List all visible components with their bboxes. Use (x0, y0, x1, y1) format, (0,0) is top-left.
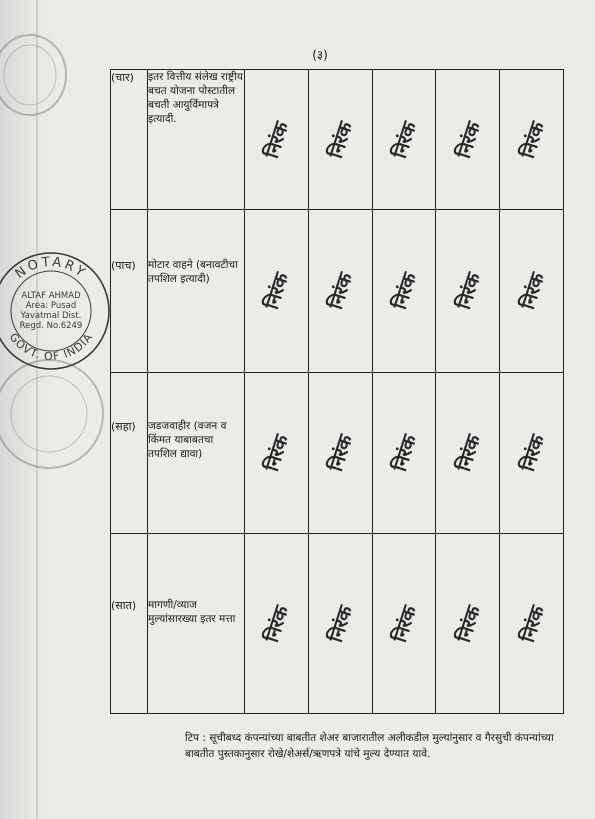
seal-district: Yavatmal Dist. (20, 311, 82, 321)
nil-cell (308, 534, 372, 714)
faded-lower-seal (0, 355, 108, 473)
row-description: जडजवाहीर (वजन व किंमत याबाबतचा तपशिल द्यावा) (148, 420, 227, 460)
nil-cell (245, 70, 309, 210)
nil-cell (500, 534, 564, 714)
nil-stamp: निरंक (325, 603, 358, 645)
row-description: मागणी/व्याज मुल्यांसारख्या इतर मत्ता (148, 599, 236, 625)
nil-stamp: निरंक (516, 603, 549, 645)
assets-table (110, 69, 564, 714)
nil-cell (436, 534, 500, 714)
row-description: मोटार वाहने (बनावटीचा तपशिल इत्यादी) (148, 259, 238, 285)
table-row (111, 70, 564, 210)
nil-stamp: निरंक (516, 270, 549, 312)
nil-stamp: निरंक (452, 432, 485, 474)
row-number-cell (111, 210, 148, 373)
nil-stamp: निरंक (325, 119, 358, 161)
faded-top-seal (0, 20, 80, 120)
nil-stamp: निरंक (261, 603, 294, 645)
nil-stamp: निरंक (452, 270, 485, 312)
nil-cell (436, 373, 500, 534)
row-number: (पाच) (111, 259, 136, 272)
nil-stamp: निरंक (261, 270, 294, 312)
row-number: (चार) (111, 71, 134, 84)
row-description: इतर वित्तीय संलेख राष्ट्रीय बचत योजना पोस्टातील बचती आयुर्विमापत्रे इत्यादी. (148, 71, 243, 125)
nil-cell (372, 534, 436, 714)
nil-stamp: निरंक (388, 603, 422, 645)
nil-stamp: निरंक (452, 603, 485, 645)
nil-cell (245, 534, 309, 714)
row-description-cell (148, 70, 245, 210)
nil-stamp: निरंक (388, 119, 422, 161)
seal-regd: Regd. No.6249 (19, 321, 83, 331)
seal-area: Area: Pusad (25, 301, 77, 311)
page-number: (३) (312, 48, 328, 62)
nil-cell (245, 210, 309, 373)
nil-cell (500, 373, 564, 534)
row-number: (सात) (111, 599, 137, 612)
nil-stamp: निरंक (261, 119, 294, 161)
nil-stamp: निरंक (388, 270, 422, 312)
row-number-cell (111, 534, 148, 714)
nil-cell (372, 70, 436, 210)
nil-stamp: निरंक (261, 432, 294, 474)
seal-bottom-text: GOVT. OF INDIA (6, 330, 96, 364)
row-description-cell (148, 373, 245, 534)
seal-name: ALTAF AHMAD (21, 291, 81, 301)
row-number-cell (111, 70, 148, 210)
nil-stamp: निरंक (325, 270, 358, 312)
nil-cell (436, 70, 500, 210)
nil-cell (500, 70, 564, 210)
nil-stamp: निरंक (325, 432, 358, 474)
nil-cell (372, 210, 436, 373)
nil-cell (308, 70, 372, 210)
nil-cell (308, 373, 372, 534)
footnote-tip: टिप : सूचीबध्द कंपन्यांच्या बाबतीत शेअर बाजारातील अलीकडील मुल्यांनुसार व गैरसुची कंपन्यांच्या बाबतीत पुस्तकानुसार रोखे/शेअर्स/ऋणपत्रे यांचे मुल्य देण्यात यावे. (185, 732, 554, 760)
nil-cell (436, 210, 500, 373)
nil-cell (372, 373, 436, 534)
row-number: (सहा) (111, 420, 136, 433)
nil-stamp: निरंक (388, 432, 422, 474)
nil-cell (308, 210, 372, 373)
nil-stamp: निरंक (516, 119, 549, 161)
row-description-cell (148, 210, 245, 373)
nil-stamp: निरंक (516, 432, 549, 474)
nil-cell (500, 210, 564, 373)
nil-stamp: निरंक (452, 119, 485, 161)
nil-cell (245, 373, 309, 534)
table-row (111, 373, 564, 534)
table-row (111, 534, 564, 714)
seal-top-text: NOTARY (12, 254, 90, 282)
table-row (111, 210, 564, 373)
row-description-cell (148, 534, 245, 714)
row-number-cell (111, 373, 148, 534)
